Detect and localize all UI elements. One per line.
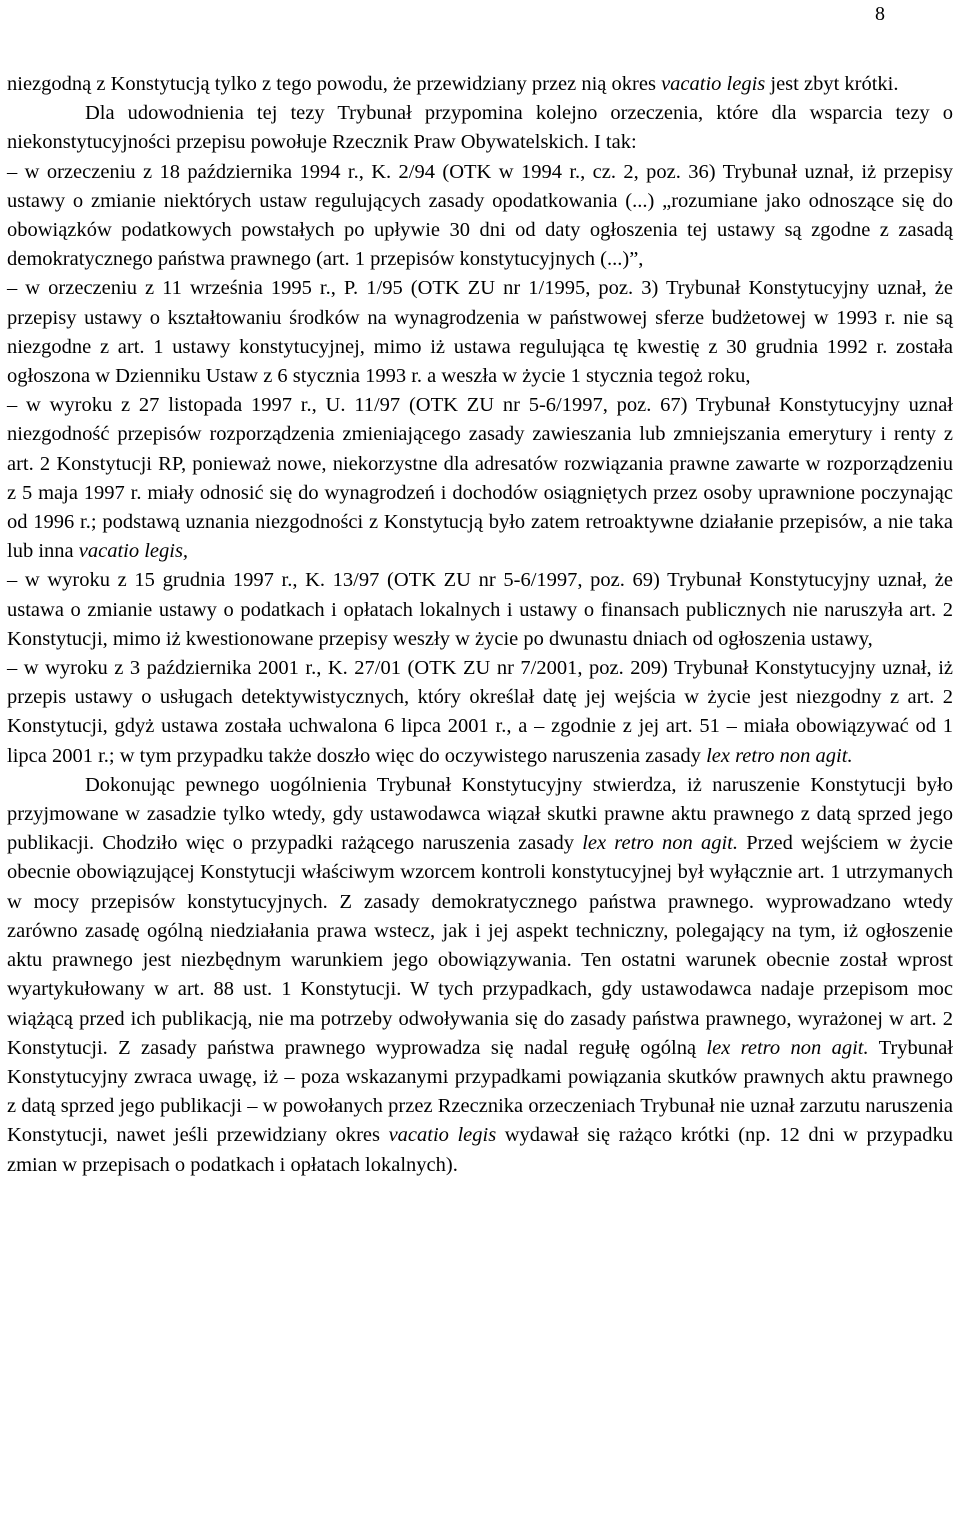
latin-term: vacatio legis — [661, 73, 766, 95]
ruling-item — [7, 391, 953, 566]
paragraph-summary — [7, 771, 953, 1180]
document-body — [7, 70, 953, 1180]
paragraph-examples-intro: Dla udowodnienia tej tezy Trybunał przypomina kolejno orzeczenia, które dla wsparcia tezy o niekonstytucyjności przepisu powołuje Rzecznik Praw Obywatelskich. I tak: — [7, 102, 953, 154]
paragraph-intro — [7, 70, 953, 99]
latin-term: lex retro non agit. — [706, 1036, 869, 1059]
paragraph-text: niezgodną z Konstytucją tylko z tego powodu, że przewidziany przez nią okres — [7, 73, 662, 95]
ruling-text: – w wyroku z 15 grudnia 1997 r., K. 13/97 (OTK ZU nr 5-6/1997, poz. 69) Trybunał Konstytucyjny uznał, że ustawa o zmianie ustawy o podatkach i opłatach lokalnych i ustawy o finansach publicznych nie naruszyła art. 2 Konstytucji, mimo iż kwestionowane przepisy weszły w życie po dwunastu dniach od ogłoszenia ustawy, — [7, 569, 953, 650]
paragraph-text: wydawał się rażąco krótki (np. 12 dni w przypadku zmian w przepisach o podatkach i opłatach lokalnych). — [7, 1124, 953, 1176]
ruling-item — [7, 158, 953, 275]
latin-term: vacatio legis — [388, 1124, 497, 1147]
ruling-text: – w wyroku z 27 listopada 1997 r., U. 11/97 (OTK ZU nr 5-6/1997, poz. 67) Trybunał Konstytucyjny uznał niezgodność przepisów rozporządzenia zmieniającego zasady zawieszania lub zmniejszania emerytury i renty z art. 2 Konstytucji RP, ponieważ nowe, niekorzystne dla adresatów rozwiązania prawne zawarte w rozporządzeniu z 5 maja 1997 r. miały odnosić się do wynagrodzeń i dochodów osiągniętych przez osoby uprawnione poczynając od 1996 r.; podstawą uznania niezgodności z Konstytucją było zatem retroaktywne działanie przepisów, a nie taka lub inna — [7, 394, 953, 563]
ruling-item — [7, 654, 953, 771]
ruling-item — [7, 566, 953, 654]
ruling-text: – w wyroku z 3 października 2001 r., K. 27/01 (OTK ZU nr 7/2001, poz. 209) Trybunał Konstytucyjny uznał, iż przepis ustawy o usługach detektywistycznych, który określał datę jej wejścia w życie jest niezgodny z art. 2 Konstytucji, gdyż ustawa została uchwalona 6 lipca 2001 r., a – zgodnie z jej art. 51 – miała obowiązywać od 1 lipca 2001 r.; w tym przypadku także doszło więc do oczywistego naruszenia zasady — [7, 657, 953, 767]
latin-term: lex retro non agit. — [706, 744, 853, 767]
paragraph-text: Dokonując pewnego uogólnienia Trybunał Konstytucyjny stwierdza, iż naruszenie Konstytucji było przyjmowane w zasadzie tylko wtedy, gdy ustawodawca wiązał skutki prawne aktu prawnego z datą sprzed jego publikacji. Chodziło więc o przypadki rażącego naruszenia zasady — [7, 773, 953, 855]
paragraph-text: Trybunał Konstytucyjny zwraca uwagę, iż – poza wskazanymi przypadkami powiązania skutków prawnych aktu prawnego z datą sprzed jego publikacji – w powołanych przez Rzecznika orzeczeniach Trybunał nie uznał zarzutu naruszenia Konstytucji, nawet jeśli przewidziany okres — [7, 1036, 953, 1147]
page-number: 8 — [875, 3, 885, 25]
paragraph-text: Przed wejściem w życie obecnie obowiązującej Konstytucji właściwym wzorcem kontroli konstytucyjnej był wyłącznie art. 1 utrzymanych w mocy przepisów konstytucyjnych. Z zasady demokratycznego państwa prawnego. wyprowadzano wtedy zarówno zasadę ogólną niedziałania prawa wstecz, jak i jej aspekt techniczny, polegający na tym, iż ogłoszenie aktu prawnego jest niezbędnym warunkiem jego obowiązywania. Ten ostatni warunek obecnie został wprost wyartykułowany w art. 88 ust. 1 Konstytucji. W tych przypadkach, gdy ustawodawca nadaje przepisom moc wiążącą przed ich publikacją, nie ma potrzeby odwoływania się do zasady państwa prawnego, wyrażonej w art. 2 Konstytucji. Z zasady państwa prawnego wyprowadza się nadal regułę ogólną — [7, 832, 953, 1059]
ruling-item — [7, 274, 953, 391]
ruling-text: – w orzeczeniu z 18 października 1994 r., K. 2/94 (OTK w 1994 r., cz. 2, poz. 36) Trybunał uznał, iż przepisy ustawy o zmianie niektórych ustaw regulujących zasady opodatkowania (...) „rozumiane jako odnoszące się do obowiązków podatkowych powstałych po upływie 30 dni od daty ogłoszenia tej ustawy są zgodne z zasadą demokratycznego państwa prawnego (art. 1 przepisów konstytucyjnych (...)”, — [7, 160, 953, 271]
paragraph-text: jest zbyt krótki. — [765, 73, 899, 95]
latin-term: lex retro non agit. — [582, 832, 738, 855]
ruling-text: – w orzeczeniu z 11 września 1995 r., P. 1/95 (OTK ZU nr 1/1995, poz. 3) Trybunał Konstytucyjny uznał, że przepisy ustawy o kształtowaniu środków na wynagrodzenia w państwowej sferze budżetowej w 1993 r. nie są niezgodne z art. 1 ustawy konstytucyjnej, mimo iż ustawa regulująca tę kwestię z 30 grudnia 1992 r. została ogłoszona w Dzienniku Ustaw z 6 stycznia 1993 r. a weszła w życie 1 stycznia tegoż roku, — [7, 277, 953, 388]
latin-term: vacatio legis, — [78, 540, 189, 563]
